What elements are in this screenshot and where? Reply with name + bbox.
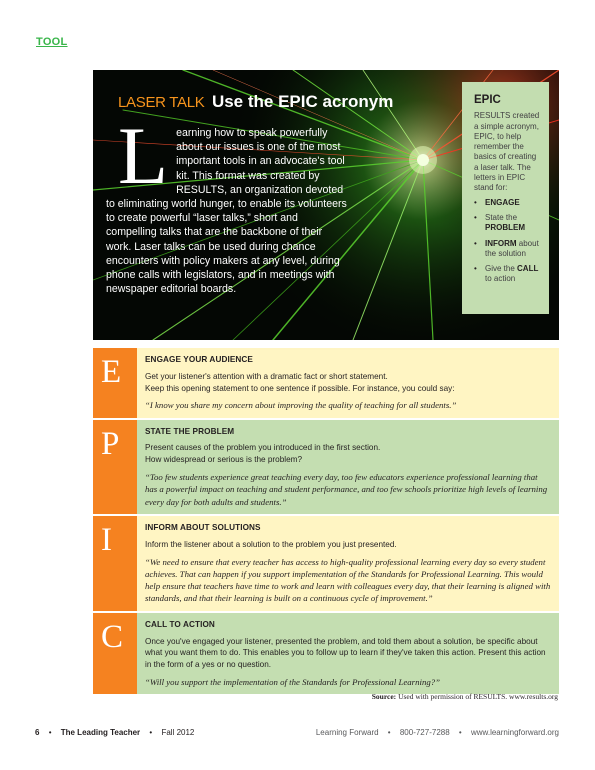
hero-title (118, 92, 393, 112)
step-content (137, 348, 559, 418)
section-label: TOOL (36, 36, 68, 48)
footer-left: 6 • The Leading Teacher • Fall 2012 (35, 728, 195, 737)
hero-heading: Use the EPIC acronym (211, 92, 394, 111)
issue-date: Fall 2012 (161, 728, 195, 737)
epic-item: • ENGAGE (474, 198, 540, 208)
step-text: Once you've engaged your listener, presented the problem, and told them about a solution, be specific about what you want them to do. This enables you to follow up to learn if they've taken this action. Present this action in the form of a yes or no question. (145, 636, 546, 670)
epic-item: • INFORM about the solution (474, 239, 540, 260)
source-text: Used with permission of RESULTS. www.results.org (398, 692, 558, 701)
step-text: Keep this opening statement to one sentence if possible. For instance, you could say: (145, 383, 455, 393)
step-content (137, 516, 559, 611)
step-quote: “We need to ensure that every teacher has access to high-quality professional learning every day so every student achieves. That can happen if you support implementation of the Standards for Professional Learning. This would help ensure that teachers have time to work and learn with colleagues every day, that their learning is aligned with standards, and that their learning is built on a continuous cycle of improvement.” (145, 556, 551, 604)
step-quote: “I know you share my concern about improving the quality of teaching for all students.” (145, 400, 457, 411)
epic-item: • State the PROBLEM (474, 213, 540, 234)
step-engage (93, 348, 559, 418)
hero-kicker: LASER TALK (118, 94, 205, 111)
step-content (137, 420, 559, 514)
footer-right: Learning Forward • 800-727-7288 • www.learningforward.org (315, 728, 559, 737)
org-name: Learning Forward (315, 728, 379, 737)
drop-cap: L (118, 110, 169, 201)
step-text: How widespread or serious is the problem? (145, 455, 303, 465)
step-problem (93, 420, 559, 514)
step-call (93, 613, 559, 694)
step-letter: E (93, 348, 137, 418)
step-letter: P (93, 420, 137, 514)
step-text: Present causes of the problem you introduced in the first section. (145, 443, 381, 453)
step-letter: C (93, 613, 137, 694)
step-letter: I (93, 516, 137, 611)
epic-intro: RESULTS created a simple acronym, EPIC, to help remember the basics of creating a laser talk. The letters in EPIC stand for: (474, 111, 540, 193)
epic-sidebar (462, 82, 549, 314)
step-content (137, 613, 559, 694)
hero-body (106, 110, 348, 296)
step-heading: STATE THE PROBLEM (145, 426, 235, 436)
org-url: www.learningforward.org (470, 728, 559, 737)
epic-list (474, 198, 540, 285)
step-heading: ENGAGE YOUR AUDIENCE (145, 355, 253, 364)
hero-paragraph: earning how to speak powerfully about our issues is one of the most important tools in an advocate's tool kit. This format was created by RESULTS, an organization devoted to eliminating world hunger, to enable its volunteers to create powerful “laser talks,” short and compelling talks that are the backbone of their work. Laser talks can be used during chance encounters with policy makers at any level, during phone calls with legislators, and in meetings with newspaper editorial boards. (106, 127, 347, 296)
step-quote: “Too few students experience great teaching every day, too few educators experience professional learning that has a powerful impact on teaching and student performance, and too few schools prioritize high levels of learning every day for both adults and students.” (145, 472, 548, 507)
step-text: Get your listener's attention with a dramatic fact or short statement. (145, 371, 388, 381)
step-inform (93, 516, 559, 611)
epic-item: • Give the CALL to action (474, 264, 540, 285)
epic-title: EPIC (474, 94, 501, 106)
publication-name: The Leading Teacher (60, 728, 141, 737)
step-heading: INFORM ABOUT SOLUTIONS (145, 522, 261, 532)
step-heading: CALL TO ACTION (145, 619, 215, 629)
source-credit (372, 692, 558, 701)
step-text: Inform the listener about a solution to the problem you just presented. (145, 539, 397, 549)
epic-steps (93, 348, 559, 694)
page-number: 6 (35, 728, 40, 737)
org-phone: 800-727-7288 (399, 728, 450, 737)
step-quote: “Will you support the implementation of the Standards for Professional Learning?” (145, 676, 441, 687)
source-label: Source: (371, 692, 397, 701)
